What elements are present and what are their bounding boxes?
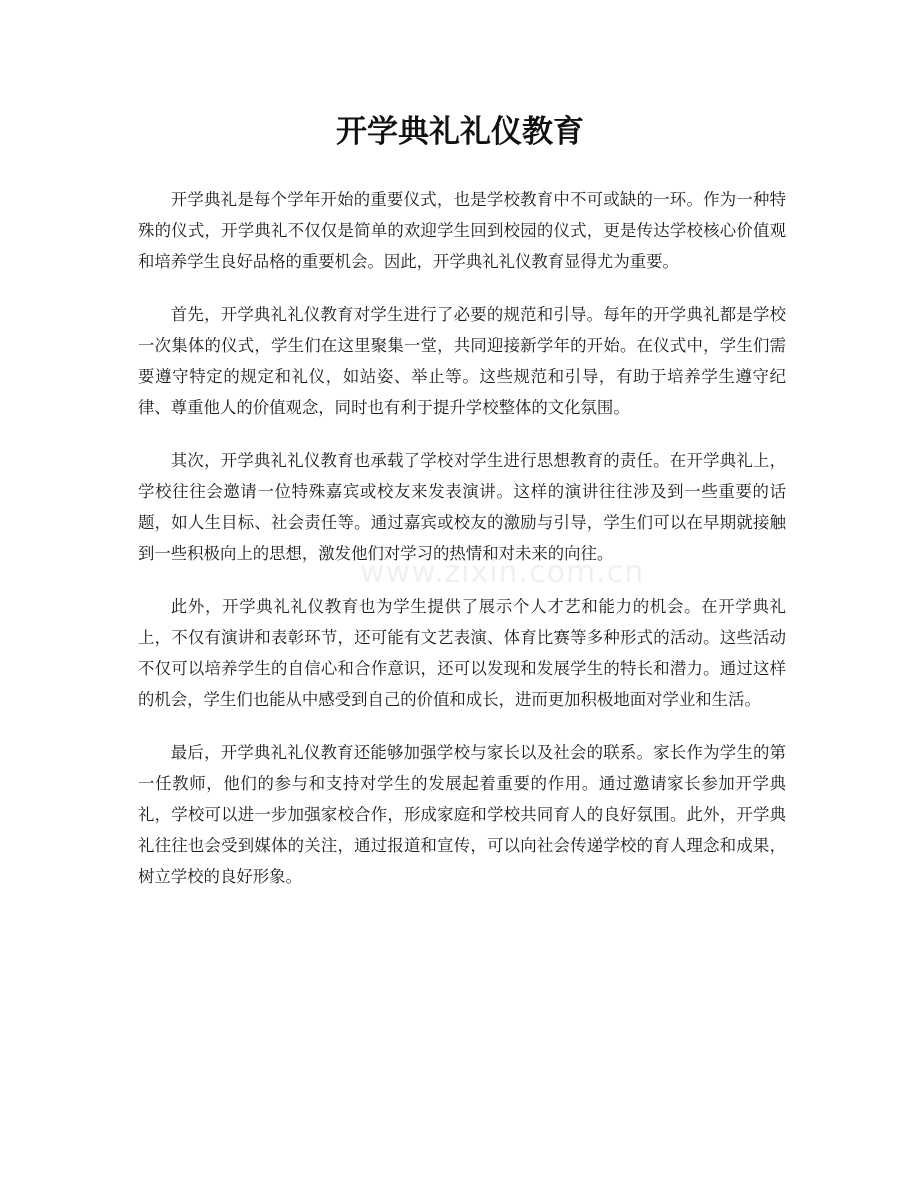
document-body	[138, 184, 786, 914]
paragraph-intro: 开学典礼是每个学年开始的重要仪式，也是学校教育中不可或缺的一环。作为一种特殊的仪式，开学典礼不仅仅是简单的欢迎学生回到校园的仪式，更是传达学校核心价值观和培养学生良好品格的重要机会。因此，开学典礼礼仪教育显得尤为重要。	[138, 190, 786, 271]
paragraph-second: 其次，开学典礼礼仪教育也承载了学校对学生进行思想教育的责任。在开学典礼上，学校往往会邀请一位特殊嘉宾或校友来发表演讲。这样的演讲往往涉及到一些重要的话题，如人生目标、社会责任等。通过嘉宾或校友的激励与引导，学生们可以在早期就接触到一些积极向上的思想，激发他们对学习的热情和对未来的向往。	[138, 451, 786, 563]
watermark: www.zixin.com.cn	[360, 555, 645, 590]
paragraph-last: 最后，开学典礼礼仪教育还能够加强学校与家长以及社会的联系。家长作为学生的第一任教师，他们的参与和支持对学生的发展起着重要的作用。通过邀请家长参加开学典礼，学校可以进一步加强家校合作，形成家庭和学校共同育人的良好氛围。此外，开学典礼往往也会受到媒体的关注，通过报道和宣传，可以向社会传递学校的育人理念和成果，树立学校的良好形象。	[138, 743, 786, 886]
paragraph-first: 首先，开学典礼礼仪教育对学生进行了必要的规范和引导。每年的开学典礼都是学校一次集体的仪式，学生们在这里聚集一堂，共同迎接新学年的开始。在仪式中，学生们需要遵守特定的规定和礼仪，如站姿、举止等。这些规范和引导，有助于培养学生遵守纪律、尊重他人的价值观念，同时也有利于提升学校整体的文化氛围。	[138, 305, 786, 417]
document-title: 开学典礼礼仪教育	[336, 114, 584, 150]
paragraph-third: 此外，开学典礼礼仪教育也为学生提供了展示个人才艺和能力的机会。在开学典礼上，不仅有演讲和表彰环节，还可能有文艺表演、体育比赛等多种形式的活动。这些活动不仅可以培养学生的自信心和合作意识，还可以发现和发展学生的特长和潜力。通过这样的机会，学生们也能从中感受到自己的价值和成长，进而更加积极地面对学业和生活。	[138, 597, 786, 709]
